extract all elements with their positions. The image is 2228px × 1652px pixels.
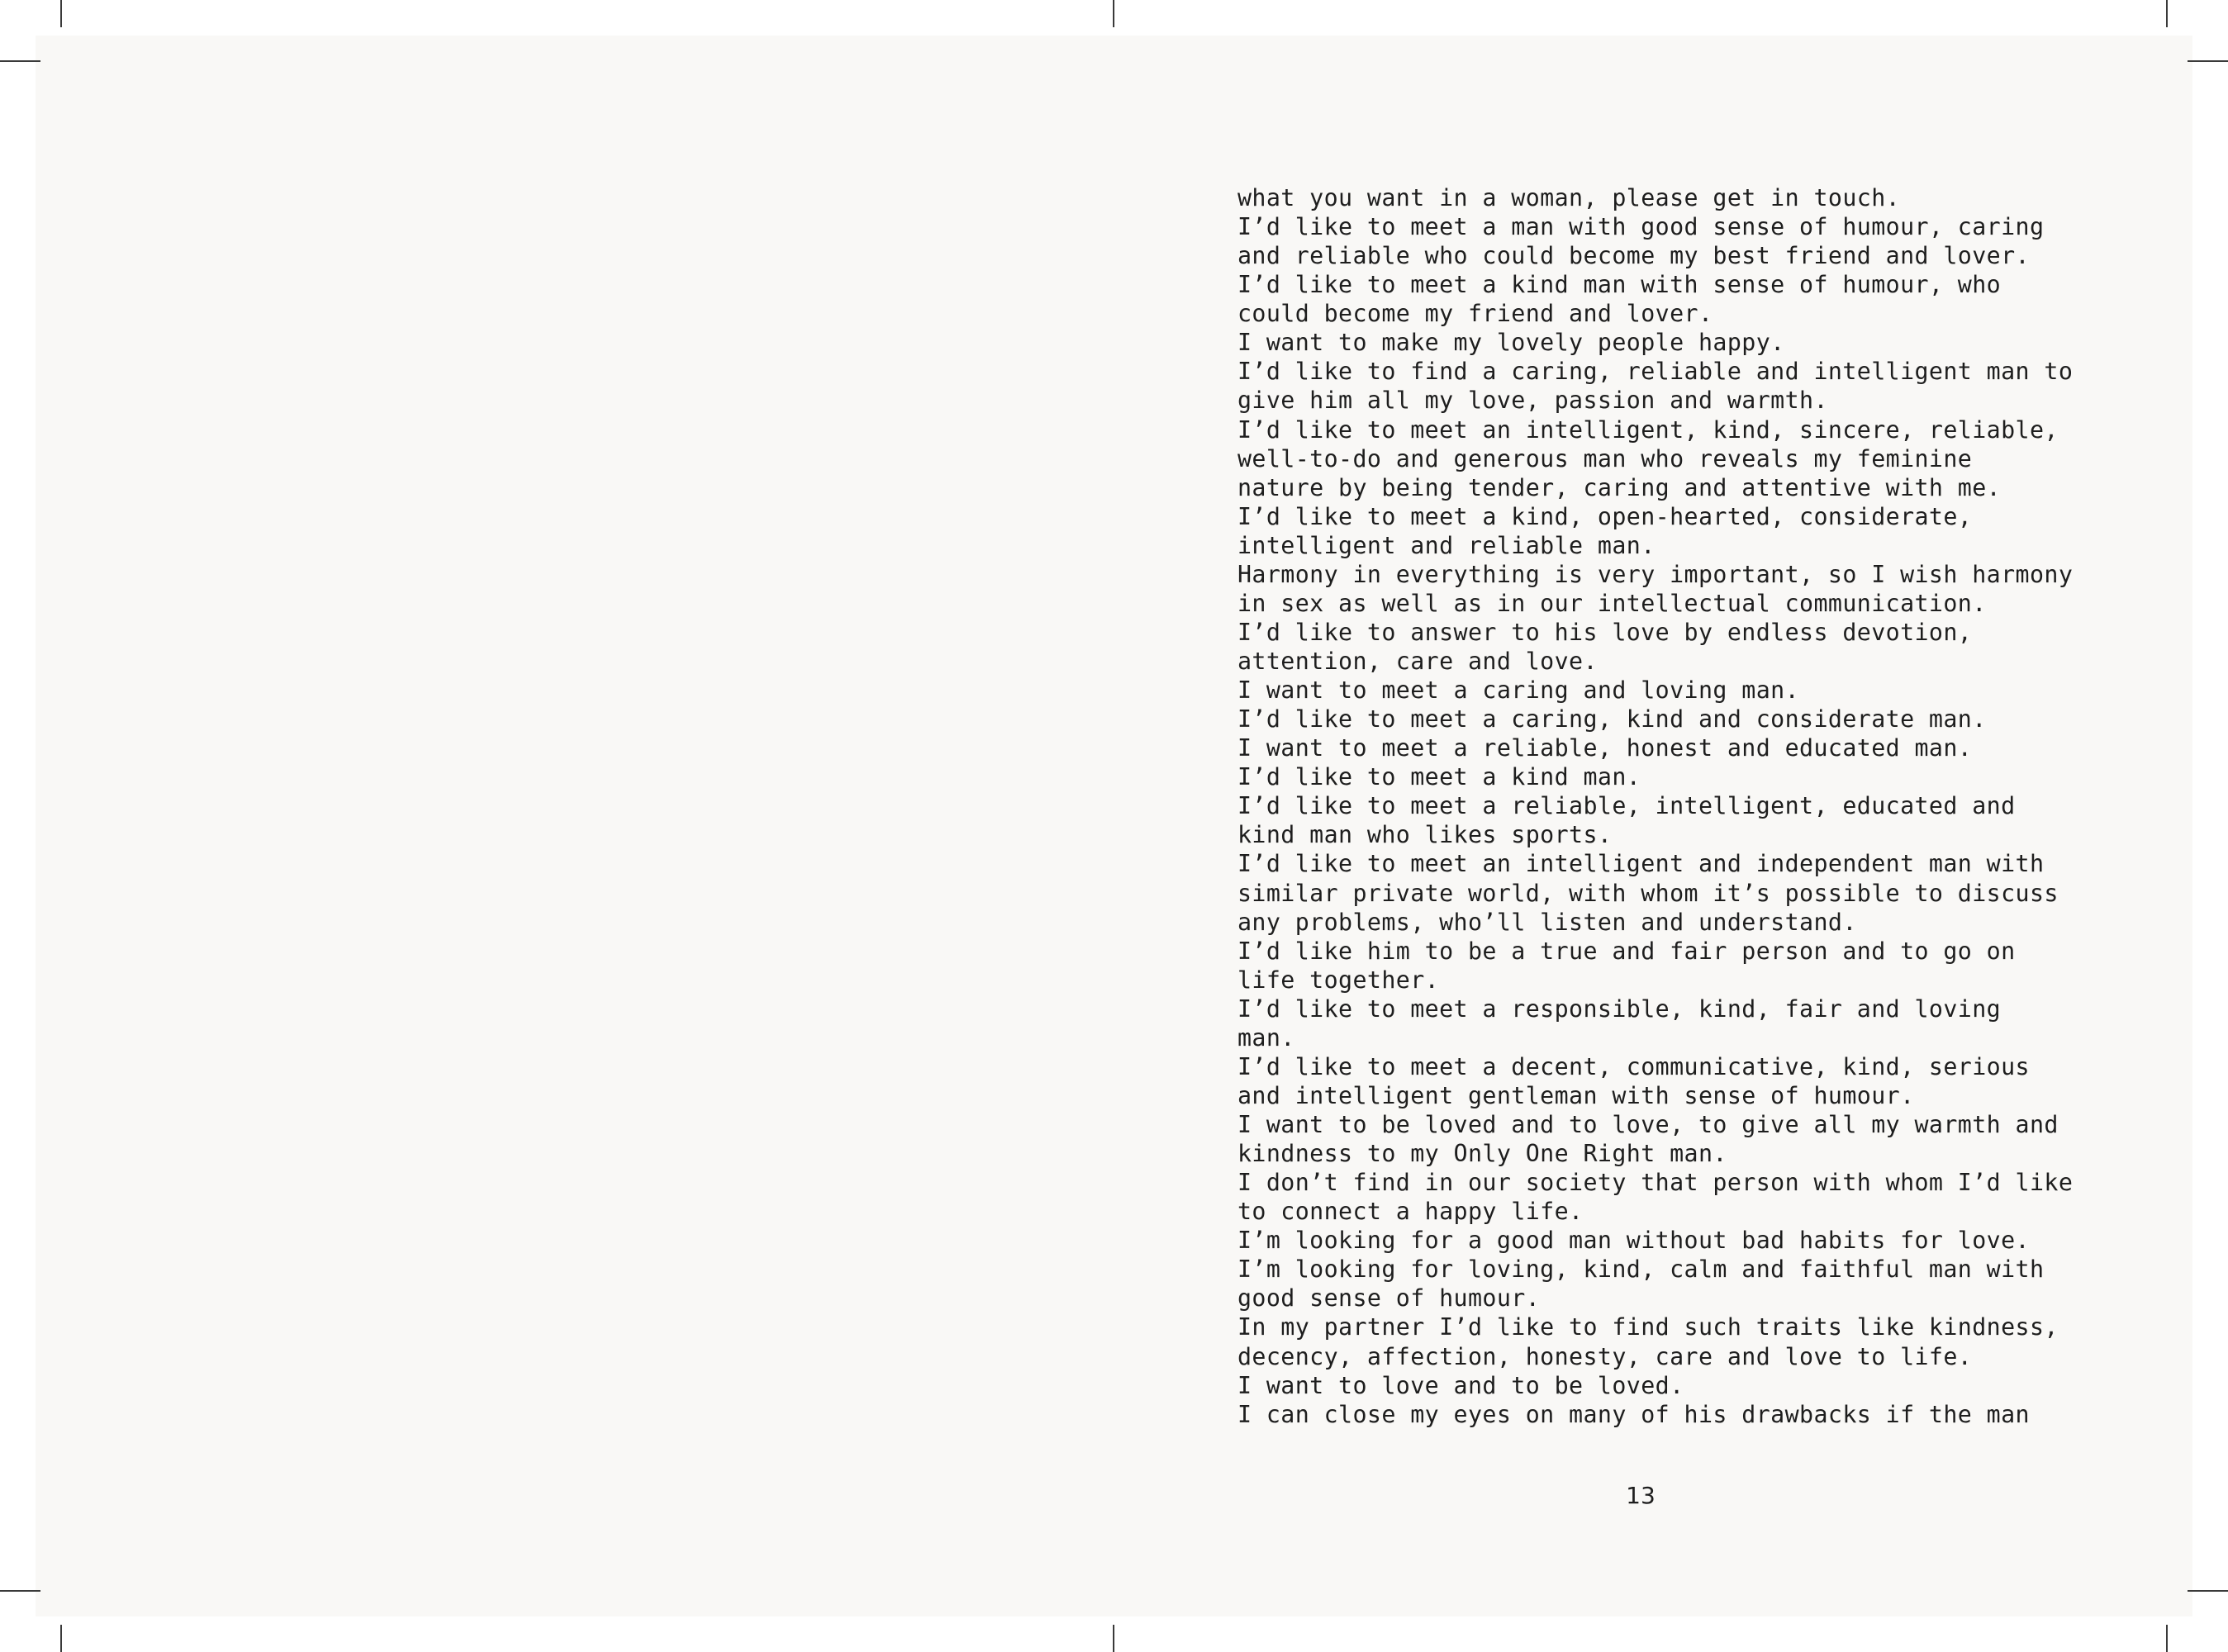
text-line: could become my friend and lover. xyxy=(1238,300,1713,328)
text-line: well-to-do and generous man who reveals my feminine xyxy=(1238,444,1973,472)
text-line: man. xyxy=(1238,1023,1295,1051)
crop-mark xyxy=(2188,1590,2228,1592)
text-line: decency, affection, honesty, care and love to life. xyxy=(1238,1342,1973,1370)
text-line: I can close my eyes on many of his drawbacks if the man xyxy=(1238,1400,2030,1428)
text-line: I’d like to meet a reliable, intelligent, educated and xyxy=(1238,792,2016,820)
crop-mark xyxy=(1113,0,1114,27)
text-line: I’d like to meet a kind man with sense of humour, who xyxy=(1238,271,2002,299)
text-line: I want to meet a caring and loving man. xyxy=(1238,676,1800,705)
text-line: I’m looking for loving, kind, calm and faithful man with xyxy=(1238,1256,2045,1284)
text-line: intelligent and reliable man. xyxy=(1238,531,1656,559)
text-line: I want to make my lovely people happy. xyxy=(1238,329,1785,357)
text-line: I’d like him to be a true and fair person and to go on xyxy=(1238,937,2016,965)
text-line: life together. xyxy=(1238,966,1440,994)
crop-mark xyxy=(2166,1625,2168,1652)
text-line: give him all my love, passion and warmth. xyxy=(1238,387,1828,415)
text-line: and reliable who could become my best friend and lover. xyxy=(1238,242,2030,270)
text-line: I’m looking for a good man without bad habits for love. xyxy=(1238,1227,2030,1255)
text-line: I’d like to meet a responsible, kind, fair and loving xyxy=(1238,995,2002,1023)
text-line: any problems, who’ll listen and understand. xyxy=(1238,908,1857,936)
text-line: to connect a happy life. xyxy=(1238,1198,1584,1226)
text-line: I’d like to meet an intelligent, kind, sincere, reliable, xyxy=(1238,415,2059,444)
text-line: what you want in a woman, please get in touch. xyxy=(1238,184,1901,211)
text-line: I’d like to meet a kind, open-hearted, considerate, xyxy=(1238,502,1973,530)
text-line: I want to be loved and to love, to give all my warmth and xyxy=(1238,1111,2059,1138)
text-line: I’d like to meet a decent, communicative, kind, serious xyxy=(1238,1052,2030,1080)
crop-mark xyxy=(2188,60,2228,62)
crop-mark xyxy=(1113,1625,1114,1652)
crop-mark xyxy=(60,1625,62,1652)
body-text xyxy=(1238,183,2113,1429)
text-line: I’d like to find a caring, reliable and intelligent man to xyxy=(1238,358,2074,386)
text-line: nature by being tender, caring and attentive with me. xyxy=(1238,473,2002,501)
text-line: in sex as well as in our intellectual communication. xyxy=(1238,589,1987,617)
text-line: I don’t find in our society that person with whom I’d like xyxy=(1238,1169,2074,1197)
text-line: similar private world, with whom it’s possible to discuss xyxy=(1238,879,2059,907)
text-line: Harmony in everything is very important, so I wish harmony xyxy=(1238,560,2074,588)
text-line: I’d like to answer to his love by endless devotion, xyxy=(1238,618,1973,646)
crop-mark xyxy=(0,60,40,62)
page-number: 13 xyxy=(1626,1482,1656,1509)
text-line: and intelligent gentleman with sense of humour. xyxy=(1238,1081,1915,1109)
text-line: I’d like to meet an intelligent and independent man with xyxy=(1238,850,2045,878)
crop-mark xyxy=(60,0,62,27)
text-line: I’d like to meet a kind man. xyxy=(1238,763,1641,791)
text-line: I want to meet a reliable, honest and educated man. xyxy=(1238,734,1973,762)
text-line: In my partner I’d like to find such traits like kindness, xyxy=(1238,1313,2059,1341)
text-line: kind man who likes sports. xyxy=(1238,821,1613,849)
text-line: I want to love and to be loved. xyxy=(1238,1371,1684,1399)
text-line: kindness to my Only One Right man. xyxy=(1238,1140,1727,1168)
crop-mark xyxy=(2166,0,2168,27)
crop-mark xyxy=(0,1590,40,1592)
text-line: I’d like to meet a caring, kind and considerate man. xyxy=(1238,705,1987,733)
text-line: I’d like to meet a man with good sense of humour, caring xyxy=(1238,213,2045,241)
text-line: attention, care and love. xyxy=(1238,648,1598,675)
text-line: good sense of humour. xyxy=(1238,1284,1541,1313)
